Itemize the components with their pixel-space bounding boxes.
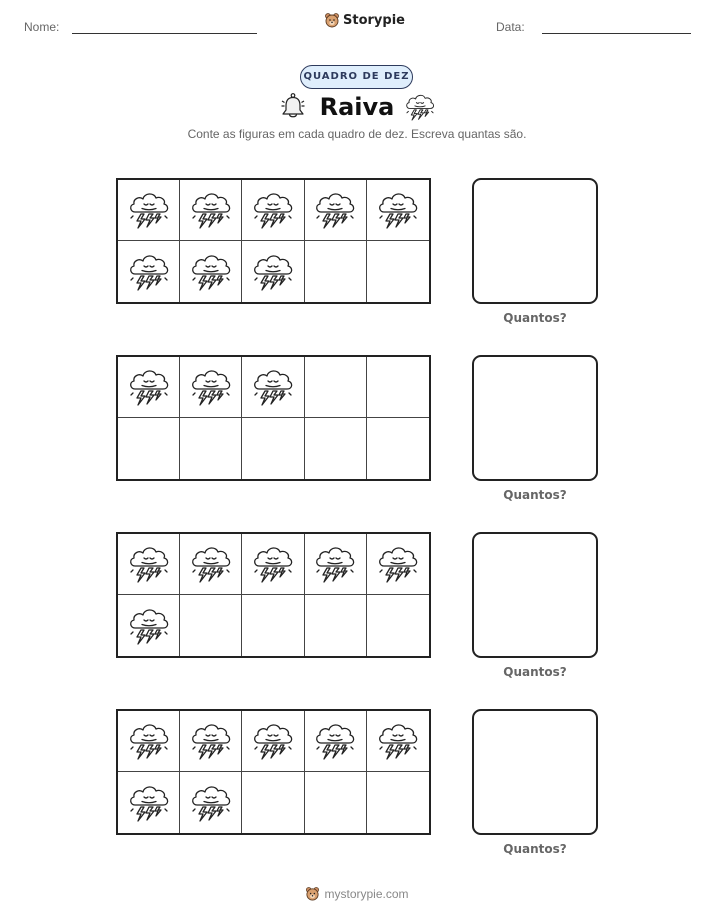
brand-logo [324,12,405,29]
frame-cell [242,595,304,656]
ten-frame-3 [116,532,431,658]
storm-cloud-icon [313,544,357,584]
frame-cell [180,772,242,833]
frame-cell [242,418,304,479]
frame-cell [118,711,180,772]
frame-cell [180,418,242,479]
storm-cloud-icon [251,544,295,584]
question-label-3: Quantos? [503,665,567,679]
frame-cell [305,772,367,833]
frame-cell [305,595,367,656]
storm-cloud-icon [251,190,295,230]
frame-cell [180,711,242,772]
storm-cloud-icon [189,190,233,230]
ten-frame-2 [116,355,431,481]
bear-icon [324,12,340,29]
date-label: Data: [496,20,525,34]
storm-cloud-icon [127,783,171,823]
storm-cloud-icon [313,721,357,761]
frame-cell [118,418,180,479]
storm-cloud-icon [404,92,436,122]
frame-cell [242,711,304,772]
date-line[interactable] [542,33,691,34]
answer-box-2[interactable] [472,355,598,481]
page-title: Raiva [319,93,395,121]
frame-cell [305,357,367,418]
name-label: Nome: [24,20,60,34]
storm-cloud-icon [376,721,420,761]
storm-cloud-icon [127,721,171,761]
frame-cell [242,772,304,833]
answer-box-4[interactable] [472,709,598,835]
frame-cell [367,180,429,241]
frame-cell [242,241,304,302]
storm-cloud-icon [127,190,171,230]
storm-cloud-icon [127,252,171,292]
frame-cell [305,180,367,241]
storm-cloud-icon [189,721,233,761]
frame-cell [367,357,429,418]
ten-frame-1 [116,178,431,304]
frame-cell [180,357,242,418]
frame-cell [118,772,180,833]
frame-cell [367,418,429,479]
brand-name: Storypie [343,13,405,28]
frame-cell [242,357,304,418]
storm-cloud-icon [189,252,233,292]
frame-cell [367,241,429,302]
frame-cell [367,711,429,772]
storm-cloud-icon [376,190,420,230]
question-label-2: Quantos? [503,488,567,502]
frame-cell [367,534,429,595]
storm-cloud-icon [127,367,171,407]
storm-cloud-icon [189,544,233,584]
frame-cell [305,241,367,302]
instructions: Conte as figuras em cada quadro de dez. Escreva quantas são. [187,127,527,141]
storm-cloud-icon [251,252,295,292]
storm-cloud-icon [251,367,295,407]
storm-cloud-icon [189,367,233,407]
frame-cell [118,357,180,418]
frame-cell [305,534,367,595]
storm-cloud-icon [127,606,171,646]
answer-box-1[interactable] [472,178,598,304]
name-line[interactable] [72,33,257,34]
ten-frame-4 [116,709,431,835]
storm-cloud-icon [251,721,295,761]
frame-cell [118,534,180,595]
storm-cloud-icon [376,544,420,584]
frame-cell [180,180,242,241]
frame-cell [305,418,367,479]
frame-cell [118,595,180,656]
frame-cell [242,180,304,241]
frame-cell [367,595,429,656]
frame-cell [242,534,304,595]
question-label-1: Quantos? [503,311,567,325]
frame-cell [118,241,180,302]
answer-box-3[interactable] [472,532,598,658]
frame-cell [180,595,242,656]
footer-url: mystorypie.com [324,887,409,901]
frame-cell [180,241,242,302]
storm-cloud-icon [189,783,233,823]
footer [0,886,714,902]
frame-cell [118,180,180,241]
frame-cell [367,772,429,833]
frame-cell [305,711,367,772]
storm-cloud-icon [127,544,171,584]
bear-icon [305,886,320,902]
storm-cloud-icon [313,190,357,230]
worksheet-type-badge: QUADRO DE DEZ [300,65,413,89]
frame-cell [180,534,242,595]
question-label-4: Quantos? [503,842,567,856]
